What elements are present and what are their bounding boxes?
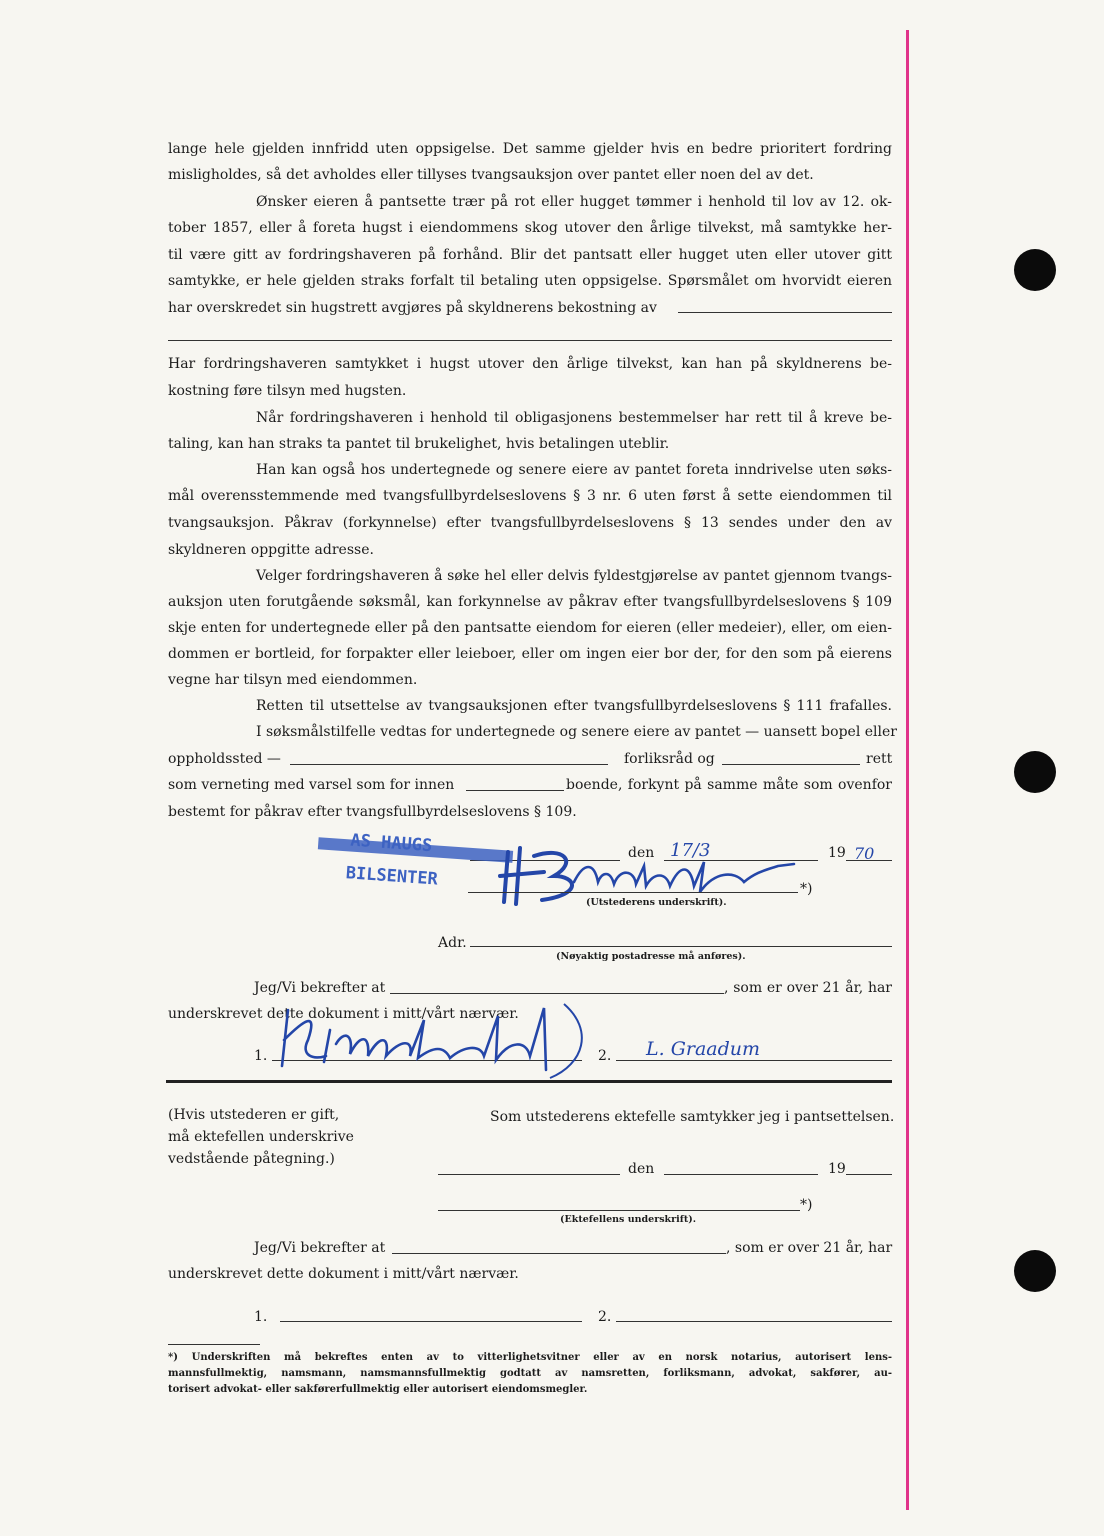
spouse-consent: Som utstederens ektefelle samtykker jeg i pantsettelsen. <box>490 1109 895 1125</box>
punch-hole <box>1014 1250 1056 1292</box>
footnote-rule <box>168 1344 260 1345</box>
text-line: Retten til utsettelse av tvangsauksjonen efter tvangsfullbyrdelseslovens § 111 frafalles. <box>256 698 892 714</box>
text-line: misligholdes, så det avholdes eller tillyses tvangsauksjon over pantet eller noen del av det. <box>168 167 814 183</box>
text-line: Ønsker eieren å pantsette trær på rot eller hugget tømmer i henhold til lov av 12. ok- <box>256 194 892 210</box>
witness-number: 1. <box>254 1309 268 1325</box>
issuer-caption: (Utstederens underskrift). <box>586 897 727 908</box>
text-line: tober 1857, eller å foreta hugst i eiendommens skog utover den årlige tilvekst, må samtykke her- <box>168 220 892 236</box>
spouse-signature-line <box>438 1210 800 1211</box>
footnote-line: *) Underskriften må bekreftes enten av to vitterlighetsvitner eller av en norsk notarius, autorisert lens- <box>168 1352 892 1363</box>
year-written: 70 <box>854 844 875 863</box>
witness-2-signature <box>640 1030 800 1066</box>
den-label: den <box>628 1161 655 1177</box>
place-line <box>438 1174 620 1175</box>
fill-in-line <box>390 993 724 994</box>
margin-line <box>906 30 909 1510</box>
fill-in-line <box>392 1253 726 1254</box>
text-line: kostning føre tilsyn med hugsten. <box>168 383 407 399</box>
text-line: Når fordringshaveren i henhold til obligasjonens bestemmelser har rett til å kreve be- <box>256 410 892 426</box>
fill-in-line <box>678 312 892 313</box>
text-line: I søksmålstilfelle vedtas for undertegnede og senere eiere av pantet — uansett bopel eller <box>256 724 897 740</box>
asterisk-mark: *) <box>800 1197 813 1213</box>
text-line: vegne har tilsyn med eiendommen. <box>168 672 418 688</box>
address-line <box>470 946 892 947</box>
text-line: taling, kan han straks ta pantet til brukelighet, hvis betalingen uteblir. <box>168 436 670 452</box>
address-caption: (Nøyaktig postadresse må anføres). <box>556 951 746 962</box>
text-line: samtykke, er hele gjelden straks forfalt til betaling uten oppsigelse. Spørsmålet om hvorvidt eieren <box>168 273 892 289</box>
year-prefix: 19 <box>828 845 846 861</box>
confirm-text: , som er over 21 år, har <box>726 1240 893 1256</box>
confirm-text: underskrevet dette dokument i mitt/vårt nærvær. <box>168 1006 519 1022</box>
adr-label: Adr. <box>438 935 467 951</box>
text-line: mål overensstemmende med tvangsfullbyrdelseslovens § 3 nr. 6 uten først å sette eiendommen til <box>168 488 892 504</box>
punch-hole <box>1014 249 1056 291</box>
fill-in-line <box>722 764 860 765</box>
text-line: dommen er bortleid, for forpakter eller leieboer, eller om ingen eier bor der, for den som på eierens <box>168 646 892 662</box>
section-divider <box>166 1080 892 1083</box>
witness-1-signature <box>274 1000 604 1080</box>
witness-number: 2. <box>598 1048 612 1064</box>
spouse-caption: (Ektefellens underskrift). <box>560 1214 697 1225</box>
witness-2-name: L. Graadum <box>646 1038 761 1060</box>
witness-number: 1. <box>254 1048 268 1064</box>
witness-number: 2. <box>598 1309 612 1325</box>
fill-in-line <box>168 340 892 341</box>
text-line: auksjon uten forutgående søksmål, kan forkynnelse av påkrav efter tvangsfullbyrdelseslovens § 109 <box>168 594 892 610</box>
text-line: lange hele gjelden innfridd uten oppsigelse. Det samme gjelder hvis en bedre prioritert fordring <box>168 141 892 157</box>
text-line: har overskredet sin hugstrett avgjøres på skyldnerens bekostning av <box>168 300 657 316</box>
date-written: 17/3 <box>670 840 711 861</box>
year-line <box>846 1174 892 1175</box>
stamp-line-2: BILSENTER <box>345 863 439 890</box>
year-prefix: 19 <box>828 1161 846 1177</box>
asterisk-mark: *) <box>800 881 813 897</box>
witness-line <box>280 1321 582 1322</box>
stamp-line-1: AS HAUGS <box>349 830 433 857</box>
text-line: rett <box>866 751 893 767</box>
fill-in-line <box>466 790 564 791</box>
text-line: som verneting med varsel som for innen <box>168 777 455 793</box>
text-line: oppholdssted — <box>168 751 281 767</box>
spouse-note: vedstående påtegning.) <box>168 1151 335 1167</box>
fill-in-line <box>290 764 608 765</box>
text-line: til være gitt av fordringshaveren på forhånd. Blir det pantsatt eller hugget uten eller utover gitt <box>168 247 892 263</box>
witness-line <box>616 1321 892 1322</box>
text-line: forliksråd og <box>624 751 715 767</box>
footnote-line: torisert advokat- eller sakførerfullmektig eller autorisert eiendomsmegler. <box>168 1384 588 1395</box>
text-line: tvangsauksjon. Påkrav (forkynnelse) efter tvangsfullbyrdelseslovens § 13 sendes under den av <box>168 515 892 531</box>
punch-hole <box>1014 751 1056 793</box>
text-line: Velger fordringshaveren å søke hel eller delvis fyldestgjørelse av pantet gjennom tvangs- <box>256 568 892 584</box>
footnote-line: mannsfullmektig, namsmann, namsmannsfullmektig godtatt av namsretten, forliksmann, advokat, sakfører, au- <box>168 1368 892 1379</box>
confirm-text: underskrevet dette dokument i mitt/vårt nærvær. <box>168 1266 519 1282</box>
company-stamp <box>318 828 518 898</box>
spouse-note: (Hvis utstederen er gift, <box>168 1107 340 1123</box>
date-line <box>664 1174 818 1175</box>
text-line: bestemt for påkrav efter tvangsfullbyrdelseslovens § 109. <box>168 804 577 820</box>
confirm-label: Jeg/Vi bekrefter at <box>254 980 386 996</box>
text-line: Har fordringshaveren samtykket i hugst utover den årlige tilvekst, kan han på skyldnerens be- <box>168 356 892 372</box>
signature-line <box>468 892 798 893</box>
text-line: Han kan også hos undertegnede og senere eiere av pantet foreta inndrivelse uten søks- <box>256 462 892 478</box>
text-line: skyldneren oppgitte adresse. <box>168 542 374 558</box>
confirm-label: Jeg/Vi bekrefter at <box>254 1240 386 1256</box>
text-line: skje enten for undertegnede eller på den pantsatte eiendom for eieren (eller medeier), eller, om eien- <box>168 620 892 636</box>
den-label: den <box>628 845 655 861</box>
spouse-note: må ektefellen underskrive <box>168 1129 354 1145</box>
confirm-text: , som er over 21 år, har <box>724 980 892 996</box>
text-line: boende, forkynt på samme måte som ovenfor <box>566 777 892 793</box>
